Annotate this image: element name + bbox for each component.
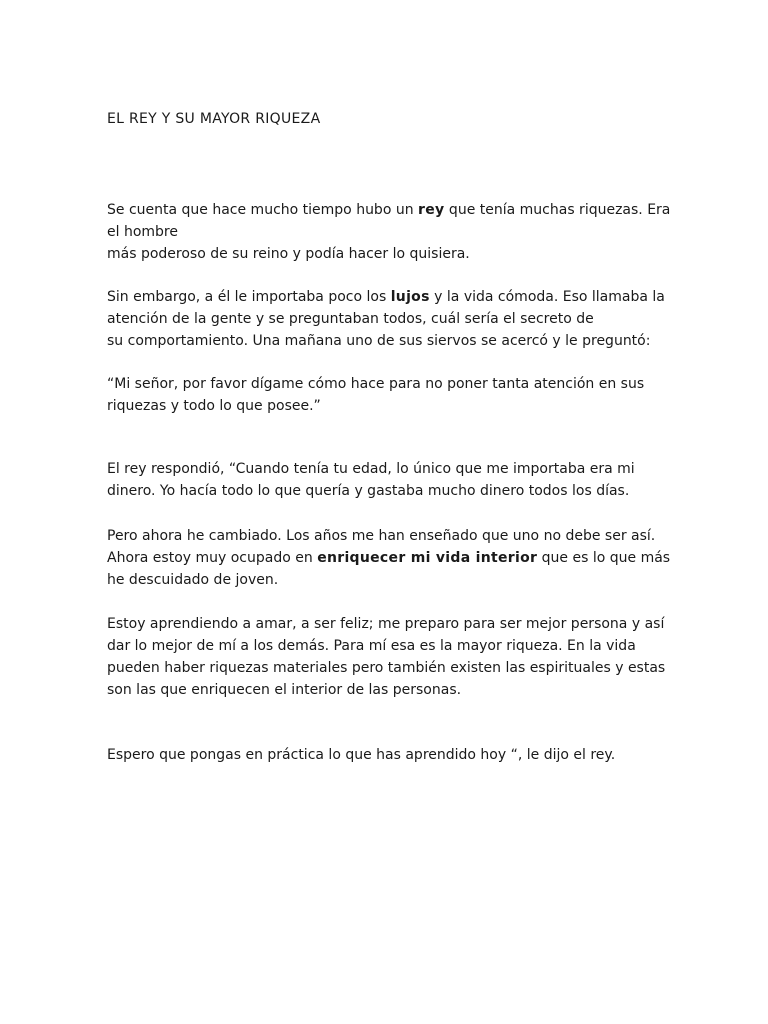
text-run: que tenía muchas riquezas. Era: [444, 202, 671, 218]
paragraph-line: Estoy aprendiendo a amar, a ser feliz; me preparo para ser mejor persona y así: [107, 616, 665, 632]
paragraph-line: atención de la gente y se preguntaban todos, cuál sería el secreto de: [107, 311, 594, 327]
paragraph-line: riquezas y todo lo que posee.”: [107, 398, 321, 414]
paragraph-line: pueden haber riquezas materiales pero también existen las espirituales y estas: [107, 660, 666, 676]
paragraph-line: Espero que pongas en práctica lo que has aprendido hoy “, le dijo el rey.: [107, 747, 616, 763]
paragraph-line: [107, 547, 671, 569]
paragraph-4: [107, 458, 667, 502]
paragraph-1: [107, 199, 671, 265]
paragraph-line: “Mi señor, por favor dígame cómo hace para no poner tanta atención en sus: [107, 376, 645, 392]
text-run: Sin embargo, a él le importaba poco los: [107, 289, 391, 305]
text-run: Ahora estoy muy ocupado en: [107, 550, 318, 566]
paragraph-line: Pero ahora he cambiado. Los años me han enseñado que uno no debe ser así.: [107, 528, 656, 544]
paragraph-2: [107, 286, 667, 352]
text-run: que es lo que más: [537, 550, 671, 566]
bold-phrase-enriquecer: enriquecer mi vida interior: [317, 550, 538, 566]
paragraph-line: son las que enriquecen el interior de las personas.: [107, 682, 462, 698]
paragraph-line: [107, 199, 671, 221]
paragraph-line: El rey respondió, “Cuando tenía tu edad, lo único que me importaba era mi: [107, 461, 635, 477]
text-run: y la vida cómoda. Eso llamaba la: [429, 289, 665, 305]
paragraph-6: [107, 613, 667, 701]
text-run: Se cuenta que hace mucho tiempo hubo un: [107, 202, 419, 218]
paragraph-5: [107, 525, 671, 591]
paragraph-7: [107, 744, 667, 766]
bold-word-rey: rey: [418, 202, 445, 218]
paragraph-line: [107, 286, 667, 308]
paragraph-3: [107, 373, 667, 417]
document-title: EL REY Y SU MAYOR RIQUEZA: [107, 111, 321, 127]
paragraph-line: dinero. Yo hacía todo lo que quería y gastaba mucho dinero todos los días.: [107, 483, 630, 499]
bold-word-lujos: lujos: [390, 289, 430, 305]
paragraph-line: su comportamiento. Una mañana uno de sus siervos se acercó y le preguntó:: [107, 333, 651, 349]
paragraph-line: el hombre: [107, 224, 178, 240]
paragraph-line: dar lo mejor de mí a los demás. Para mí esa es la mayor riqueza. En la vida: [107, 638, 636, 654]
paragraph-line: más poderoso de su reino y podía hacer lo quisiera.: [107, 246, 470, 262]
paragraph-line: he descuidado de joven.: [107, 572, 279, 588]
